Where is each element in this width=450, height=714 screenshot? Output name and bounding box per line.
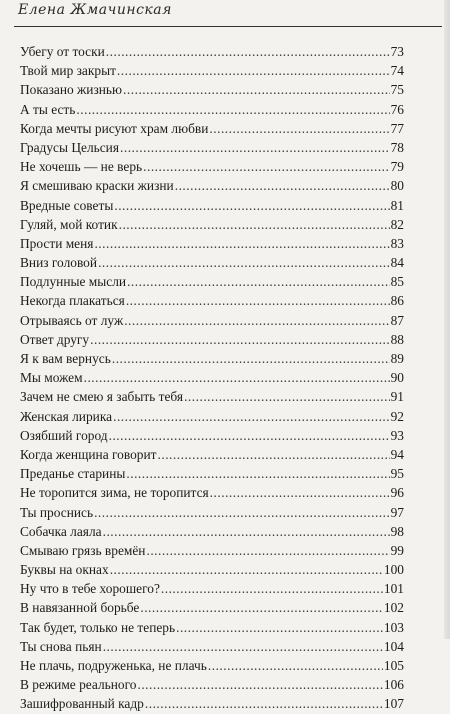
toc-entry bbox=[20, 426, 404, 445]
toc-entry-title: Преданье старины bbox=[20, 466, 126, 482]
toc-entry bbox=[20, 42, 404, 61]
toc-entry-title: Гуляй, мой котик bbox=[20, 216, 118, 232]
dot-leader bbox=[76, 100, 389, 119]
dot-leader bbox=[140, 598, 383, 617]
toc-entry bbox=[20, 272, 404, 291]
toc-entry-page-number: 83 bbox=[390, 235, 404, 251]
dot-leader bbox=[94, 503, 390, 522]
dot-leader bbox=[103, 637, 383, 656]
toc-entry bbox=[20, 311, 404, 330]
toc-entry-title: Зашифрованный кадр bbox=[20, 696, 144, 712]
toc-entry bbox=[20, 196, 404, 215]
dot-leader bbox=[103, 522, 390, 541]
toc-entry-title: Убегу от тоски bbox=[20, 44, 105, 59]
toc-entry-title: Не торопится зима, не торопится bbox=[20, 485, 209, 501]
dot-leader bbox=[120, 138, 390, 157]
dot-leader bbox=[123, 80, 390, 99]
toc-entry-title: Ты проснись bbox=[20, 504, 94, 520]
dot-leader bbox=[109, 426, 390, 445]
dot-leader bbox=[143, 157, 389, 176]
toc-entry-title: Отрываясь от луж bbox=[20, 312, 124, 328]
toc-entry bbox=[20, 560, 404, 579]
toc-entry bbox=[20, 349, 404, 368]
toc-entry-title: Ну что в тебе хорошего? bbox=[20, 581, 160, 597]
toc-entry-page-number: 102 bbox=[383, 600, 404, 616]
toc-entry-page-number: 92 bbox=[390, 408, 404, 424]
toc-entry-title: Показано жизнью bbox=[20, 82, 123, 98]
toc-entry bbox=[20, 637, 404, 656]
toc-entry bbox=[20, 138, 404, 157]
toc-entry-page-number: 89 bbox=[390, 351, 404, 366]
dot-leader bbox=[137, 675, 382, 694]
toc-entry-title: Зачем не смею я забыть тебя bbox=[20, 389, 184, 405]
dot-leader bbox=[90, 330, 389, 349]
toc-entry bbox=[20, 291, 404, 310]
toc-entry-page-number: 99 bbox=[390, 542, 404, 558]
toc-entry bbox=[20, 579, 404, 598]
dot-leader bbox=[119, 215, 390, 234]
toc-entry-page-number: 106 bbox=[383, 677, 404, 693]
dot-leader bbox=[175, 176, 390, 195]
toc-entry-page-number: 77 bbox=[390, 120, 404, 136]
dot-leader bbox=[184, 387, 390, 406]
dot-leader bbox=[110, 560, 383, 579]
toc-entry bbox=[20, 157, 404, 176]
dot-leader bbox=[176, 618, 383, 637]
toc-entry-title: Вредные советы bbox=[20, 197, 114, 213]
toc-entry-title: Подлунные мысли bbox=[20, 274, 127, 290]
toc-entry-title: Я смешиваю краски жизни bbox=[20, 178, 174, 194]
dot-leader bbox=[117, 61, 390, 80]
toc-entry bbox=[20, 656, 404, 675]
toc-entry-page-number: 107 bbox=[383, 696, 404, 712]
page-edge bbox=[444, 0, 450, 639]
toc-entry-title: А ты есть bbox=[20, 101, 76, 117]
toc-entry-page-number: 80 bbox=[390, 178, 404, 194]
toc-entry bbox=[20, 407, 404, 426]
toc-entry-title: Вниз головой bbox=[20, 255, 98, 271]
toc-entry-page-number: 91 bbox=[390, 389, 404, 405]
toc-entry-title: Буквы на окнах bbox=[20, 562, 109, 578]
dot-leader bbox=[127, 272, 390, 291]
toc-entry bbox=[20, 176, 404, 195]
dot-leader bbox=[113, 407, 390, 426]
toc-entry-title: Ты снова пьян bbox=[20, 638, 102, 654]
toc-entry-page-number: 90 bbox=[390, 370, 404, 386]
toc-entry-title: Озябший город bbox=[20, 427, 108, 443]
toc-entry bbox=[20, 100, 404, 119]
toc-entry bbox=[20, 330, 404, 349]
toc-entry bbox=[20, 464, 404, 483]
toc-entry-page-number: 88 bbox=[390, 331, 404, 347]
toc-entry-title: Собачка лаяла bbox=[20, 523, 102, 539]
dot-leader bbox=[145, 694, 383, 713]
toc-entry bbox=[20, 598, 404, 617]
toc-entry-page-number: 73 bbox=[390, 44, 404, 59]
toc-entry-page-number: 104 bbox=[383, 638, 404, 654]
toc-entry bbox=[20, 483, 404, 502]
dot-leader bbox=[124, 311, 389, 330]
toc-entry-title: В режиме реального bbox=[20, 677, 137, 693]
author-name: Елена Жмачинская bbox=[18, 2, 172, 18]
toc-entry-title: Градусы Цельсия bbox=[20, 139, 120, 155]
toc-entry bbox=[20, 541, 404, 560]
toc-entry-title: Ответ другу bbox=[20, 331, 90, 347]
toc-entry-title: Так будет, только не теперь bbox=[20, 619, 176, 635]
toc-entry bbox=[20, 61, 404, 80]
toc-entry-page-number: 84 bbox=[390, 255, 404, 271]
toc-entry bbox=[20, 445, 404, 464]
dot-leader bbox=[94, 234, 389, 253]
toc-entry bbox=[20, 503, 404, 522]
toc-entry-title: Мы можем bbox=[20, 370, 83, 386]
toc-entry bbox=[20, 368, 404, 387]
toc-entry-page-number: 100 bbox=[383, 562, 404, 578]
toc-entry bbox=[20, 253, 404, 272]
toc-entry-title: Твой мир закрыт bbox=[20, 63, 116, 79]
dot-leader bbox=[208, 656, 383, 675]
toc-entry bbox=[20, 522, 404, 541]
dot-leader bbox=[209, 119, 389, 138]
toc-entry-title: В навязанной борьбе bbox=[20, 600, 140, 616]
toc-entry-page-number: 76 bbox=[390, 101, 404, 117]
toc-entry-page-number: 95 bbox=[390, 466, 404, 482]
toc-entry-page-number: 97 bbox=[390, 504, 404, 520]
dot-leader bbox=[210, 483, 390, 502]
dot-leader bbox=[84, 368, 390, 387]
toc-entry-title: Смываю грязь времён bbox=[20, 542, 146, 558]
toc-entry-page-number: 85 bbox=[390, 274, 404, 290]
toc-entry-title: Женская лирика bbox=[20, 408, 113, 424]
toc-entry-page-number: 105 bbox=[383, 658, 404, 673]
toc-entry-page-number: 94 bbox=[390, 446, 404, 462]
dot-leader bbox=[146, 541, 389, 560]
toc-entry-title: Не плачь, подруженька, не плачь bbox=[20, 658, 207, 673]
toc-entry-page-number: 81 bbox=[390, 197, 404, 213]
dot-leader bbox=[158, 445, 390, 464]
toc-entry bbox=[20, 234, 404, 253]
toc-entry bbox=[20, 675, 404, 694]
dot-leader bbox=[114, 196, 389, 215]
toc-entry-page-number: 82 bbox=[390, 216, 404, 232]
toc-entry-page-number: 74 bbox=[390, 63, 404, 79]
running-head bbox=[14, 2, 442, 27]
dot-leader bbox=[98, 253, 390, 272]
dot-leader bbox=[161, 579, 383, 598]
table-of-contents bbox=[20, 42, 404, 714]
toc-entry bbox=[20, 694, 404, 713]
toc-entry-page-number: 75 bbox=[390, 82, 404, 98]
toc-entry-page-number: 87 bbox=[390, 312, 404, 328]
toc-entry-title: Некогда плакаться bbox=[20, 293, 125, 309]
toc-entry bbox=[20, 215, 404, 234]
toc-entry-page-number: 78 bbox=[390, 139, 404, 155]
toc-entry-page-number: 86 bbox=[390, 293, 404, 309]
toc-entry-title: Прости меня bbox=[20, 235, 94, 251]
toc-entry-title: Когда мечты рисуют храм любви bbox=[20, 120, 209, 136]
toc-entry-page-number: 96 bbox=[390, 485, 404, 501]
toc-entry bbox=[20, 618, 404, 637]
toc-entry-title: Когда женщина говорит bbox=[20, 446, 157, 462]
toc-entry-title: Я к вам вернусь bbox=[20, 351, 111, 366]
toc-entry bbox=[20, 119, 404, 138]
toc-entry-page-number: 103 bbox=[383, 619, 404, 635]
toc-entry-page-number: 101 bbox=[383, 581, 404, 597]
dot-leader bbox=[112, 349, 390, 368]
toc-entry bbox=[20, 80, 404, 99]
toc-entry bbox=[20, 387, 404, 406]
toc-entry-page-number: 79 bbox=[390, 159, 404, 175]
toc-entry-page-number: 98 bbox=[390, 523, 404, 539]
dot-leader bbox=[106, 42, 390, 61]
toc-entry-title: Не хочешь — не верь bbox=[20, 159, 143, 175]
dot-leader bbox=[126, 464, 389, 483]
toc-entry-page-number: 93 bbox=[390, 427, 404, 443]
dot-leader bbox=[126, 291, 390, 310]
